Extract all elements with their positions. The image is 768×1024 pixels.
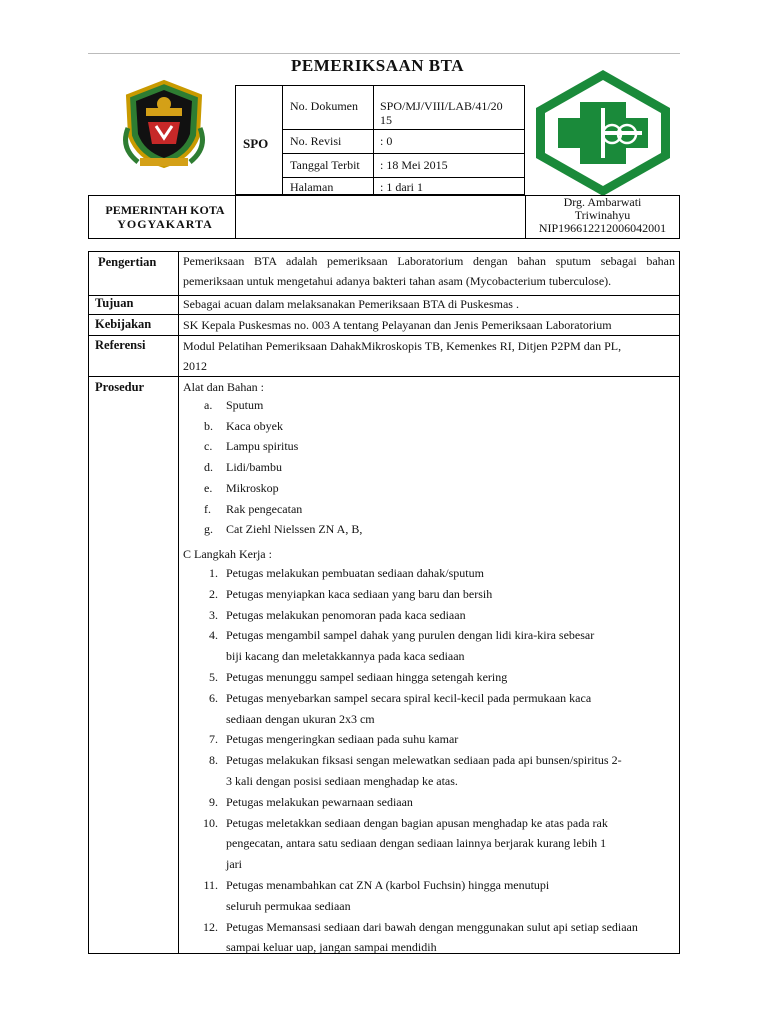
alat-item: Mikroskop xyxy=(226,480,279,495)
step-text: Petugas menunggu sampel sediaan hingga setengah kering xyxy=(226,670,508,684)
halaman-value: : 1 dari 1 xyxy=(380,180,423,194)
tanggal-terbit-label: Tanggal Terbit xyxy=(290,158,360,172)
divider xyxy=(373,85,374,195)
step-number: 11. xyxy=(203,878,218,892)
no-dokumen-label: No. Dokumen xyxy=(290,99,358,113)
spo-label: SPO xyxy=(243,136,269,151)
step-number: 6. xyxy=(209,690,218,705)
kebijakan-label: Kebijakan xyxy=(95,317,152,331)
step-number: 3. xyxy=(209,607,218,622)
step-text: jari xyxy=(226,857,242,872)
column-divider xyxy=(178,251,179,954)
yogyakarta-crest-logo xyxy=(118,78,210,170)
tanggal-terbit-value: : 18 Mei 2015 xyxy=(380,158,448,172)
tujuan-label: Tujuan xyxy=(95,296,134,310)
alat-item: Rak pengecatan xyxy=(226,501,303,516)
step-text: Petugas mengeringkan sediaan pada suhu kamar xyxy=(226,732,459,747)
signatory-block: Drg. Ambarwati Triwinahyu NIP196612212006042001 xyxy=(538,195,667,235)
kebijakan-text: SK Kepala Puskesmas no. 003 A tentang Pelayanan dan Jenis Pemeriksaan Laboratorium xyxy=(183,318,612,332)
referensi-text: Modul Pelatihan Pemeriksaan DahakMikroskopis TB, Kemenkes RI, Ditjen P2PM dan PL, 2012 xyxy=(183,339,622,373)
alat-marker: e. xyxy=(204,480,213,495)
step-number: 4. xyxy=(209,628,218,643)
alat-item: Lidi/bambu xyxy=(226,460,282,475)
step-number: 2. xyxy=(209,586,218,601)
alat-heading: Alat dan Bahan : xyxy=(183,380,264,394)
langkah-heading: C Langkah Kerja : xyxy=(183,547,272,561)
alat-item: Sputum xyxy=(226,398,264,412)
step-number: 7. xyxy=(209,732,218,747)
step-text: Petugas menyebarkan sampel secara spiral kecil-kecil pada permukaan kaca xyxy=(226,690,592,705)
organization-name: PEMERINTAH KOTA YOGYAKARTA xyxy=(105,203,225,231)
tujuan-text: Sebagai acuan dalam melaksanakan Pemeriksaan BTA di Puskesmas . xyxy=(183,297,519,311)
pengertian-label: Pengertian xyxy=(98,255,157,269)
top-rule xyxy=(88,53,680,54)
step-number: 10. xyxy=(203,815,218,830)
divider xyxy=(282,153,525,154)
row-divider xyxy=(88,376,680,377)
step-text: Petugas meletakkan sediaan dengan bagian apusan menghadap ke atas pada rak xyxy=(226,815,608,830)
divider xyxy=(235,195,236,239)
step-text: sampai keluar uap, jangan sampai mendidih xyxy=(226,940,437,955)
alat-item: Kaca obyek xyxy=(226,418,283,433)
step-number: 8. xyxy=(209,753,218,768)
halaman-label: Halaman xyxy=(290,180,334,194)
puskesmas-cross-logo xyxy=(530,66,676,200)
step-text: biji kacang dan meletakkannya pada kaca sediaan xyxy=(226,649,465,664)
divider xyxy=(282,177,525,178)
alat-marker: c. xyxy=(204,439,213,454)
referensi-label: Referensi xyxy=(95,338,146,352)
step-text: Petugas Memansasi sediaan dari bawah dengan menggunakan sulut api setiap sediaan xyxy=(226,919,638,934)
step-text: Petugas melakukan fiksasi sengan melewatkan sediaan pada api bunsen/spiritus 2- xyxy=(226,753,622,768)
alat-marker: a. xyxy=(204,398,213,412)
alat-marker: g. xyxy=(204,522,213,537)
step-text: seluruh permukaa sediaan xyxy=(226,898,351,913)
no-dokumen-value: SPO/MJ/VIII/LAB/41/20 15 xyxy=(380,99,503,127)
step-text: Petugas mengambil sampel dahak yang purulen dengan lidi kira-kira sebesar xyxy=(226,628,595,643)
step-text: Petugas menambahkan cat ZN A (karbol Fuchsin) hingga menutupi xyxy=(226,878,550,892)
alat-marker: f. xyxy=(204,501,211,516)
alat-item: Lampu spiritus xyxy=(226,439,299,454)
step-text: Petugas melakukan pewarnaan sediaan xyxy=(226,794,413,809)
alat-item: Cat Ziehl Nielssen ZN A, B, xyxy=(226,522,363,537)
step-text: Petugas menyiapkan kaca sediaan yang baru dan bersih xyxy=(226,586,493,601)
step-text: 3 kali dengan posisi sediaan menghadap ke atas. xyxy=(226,774,458,788)
document-title: PEMERIKSAAN BTA xyxy=(291,56,464,75)
step-text: Petugas melakukan pembuatan sediaan dahak/sputum xyxy=(226,566,484,580)
divider xyxy=(282,129,525,130)
step-number: 12. xyxy=(203,919,218,934)
step-text: sediaan dengan ukuran 2x3 cm xyxy=(226,711,375,726)
no-revisi-label: No. Revisi xyxy=(290,134,342,148)
step-number: 5. xyxy=(209,670,218,684)
no-revisi-value: : 0 xyxy=(380,134,393,148)
step-number: 1. xyxy=(209,566,218,580)
divider xyxy=(525,195,526,239)
alat-marker: d. xyxy=(204,460,213,475)
prosedur-label: Prosedur xyxy=(95,380,145,394)
step-number: 9. xyxy=(209,794,218,809)
step-text: pengecatan, antara satu sediaan dengan sediaan lainnya berjarak kurang lebih 1 xyxy=(226,836,607,851)
step-text: Petugas melakukan penomoran pada kaca sediaan xyxy=(226,607,466,622)
pengertian-text: Pemeriksaan BTA adalah pemeriksaan Laboratorium dengan bahan sputum sebagai bahan pemeriksaan untuk mengetahui adanya bakteri tahan asam (Mycobacterium tuberculose). xyxy=(183,254,675,288)
divider xyxy=(282,85,283,195)
alat-marker: b. xyxy=(204,418,213,433)
